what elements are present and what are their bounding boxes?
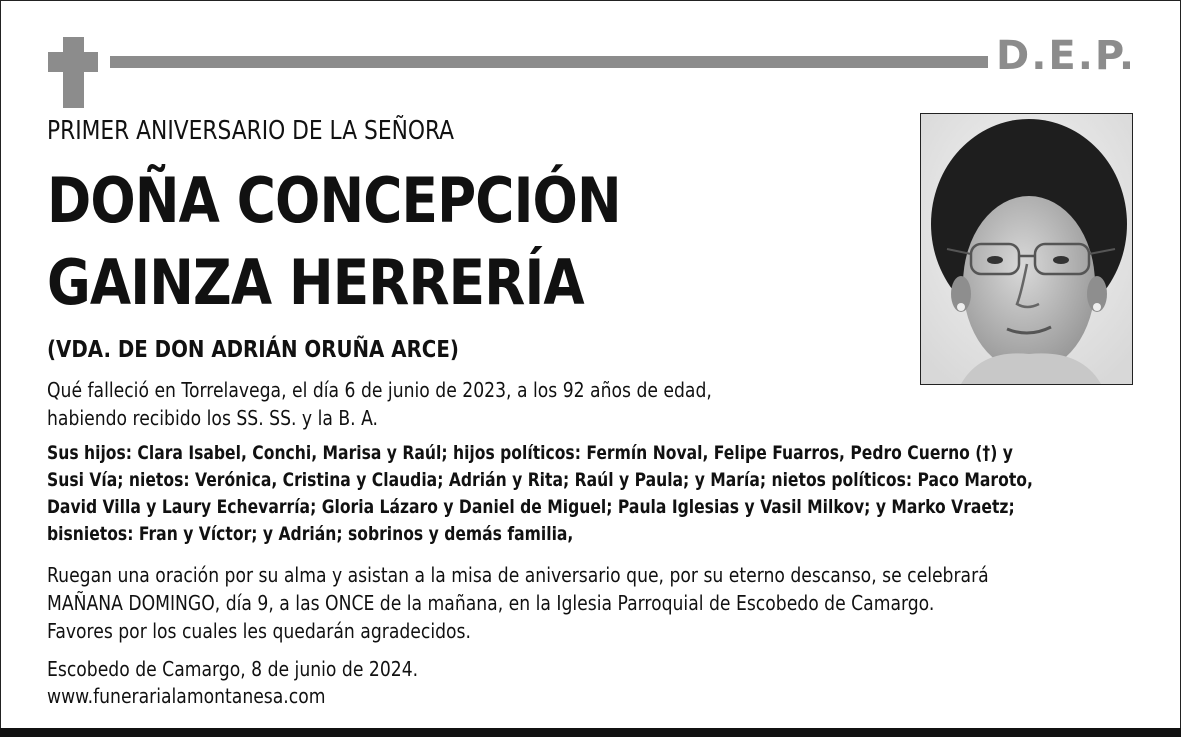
death-text-line: Qué falleció en Torrelavega, el día 6 de junio de 2023, a los 92 años de edad, <box>47 378 712 402</box>
deceased-name-line2: GAINZA HERRERÍA <box>47 246 584 319</box>
cross-icon <box>63 37 84 108</box>
cross-icon-bar <box>48 52 98 72</box>
family-line: David Villa y Laury Echevarría; Gloria Lázaro y Daniel de Miguel; Paula Iglesias y Vasil Milkov; y Marko Vraetz; <box>47 496 1015 518</box>
bottom-rule <box>0 728 1181 737</box>
notice-subtitle: PRIMER ANIVERSARIO DE LA SEÑORA <box>47 116 454 146</box>
website-link[interactable]: www.funerarialamontanesa.com <box>47 684 326 708</box>
place-date: Escobedo de Camargo, 8 de junio de 2024. <box>47 657 419 681</box>
request-line: Ruegan una oración por su alma y asistan a la misa de aniversario que, por su eterno descanso, se celebrará <box>47 563 989 587</box>
family-line: bisnietos: Fran y Víctor; y Adrián; sobrinos y demás familia, <box>47 523 574 545</box>
family-line: Sus hijos: Clara Isabel, Conchi, Marisa y Raúl; hijos políticos: Fermín Noval, Felipe Fuarros, Pedro Cuerno (†) y <box>47 442 1013 464</box>
death-text-line: habiendo recibido los SS. SS. y la B. A. <box>47 406 379 430</box>
request-line: MAÑANA DOMINGO, día 9, a las ONCE de la mañana, en la Iglesia Parroquial de Escobedo de Camargo. <box>47 591 935 615</box>
family-line: Susi Vía; nietos: Verónica, Cristina y Claudia; Adrián y Rita; Raúl y Paula; y María; nietos políticos: Paco Maroto, <box>47 469 1033 491</box>
widow-line: (VDA. DE DON ADRIÁN ORUÑA ARCE) <box>47 337 459 363</box>
request-line: Favores por los cuales les quedarán agradecidos. <box>47 619 471 643</box>
dep-label: D.E.P. <box>996 33 1137 79</box>
portrait-photo <box>920 113 1133 385</box>
portrait-image <box>921 114 1132 384</box>
deceased-name-line1: DOÑA CONCEPCIÓN <box>47 164 621 237</box>
header-rule <box>110 56 988 68</box>
